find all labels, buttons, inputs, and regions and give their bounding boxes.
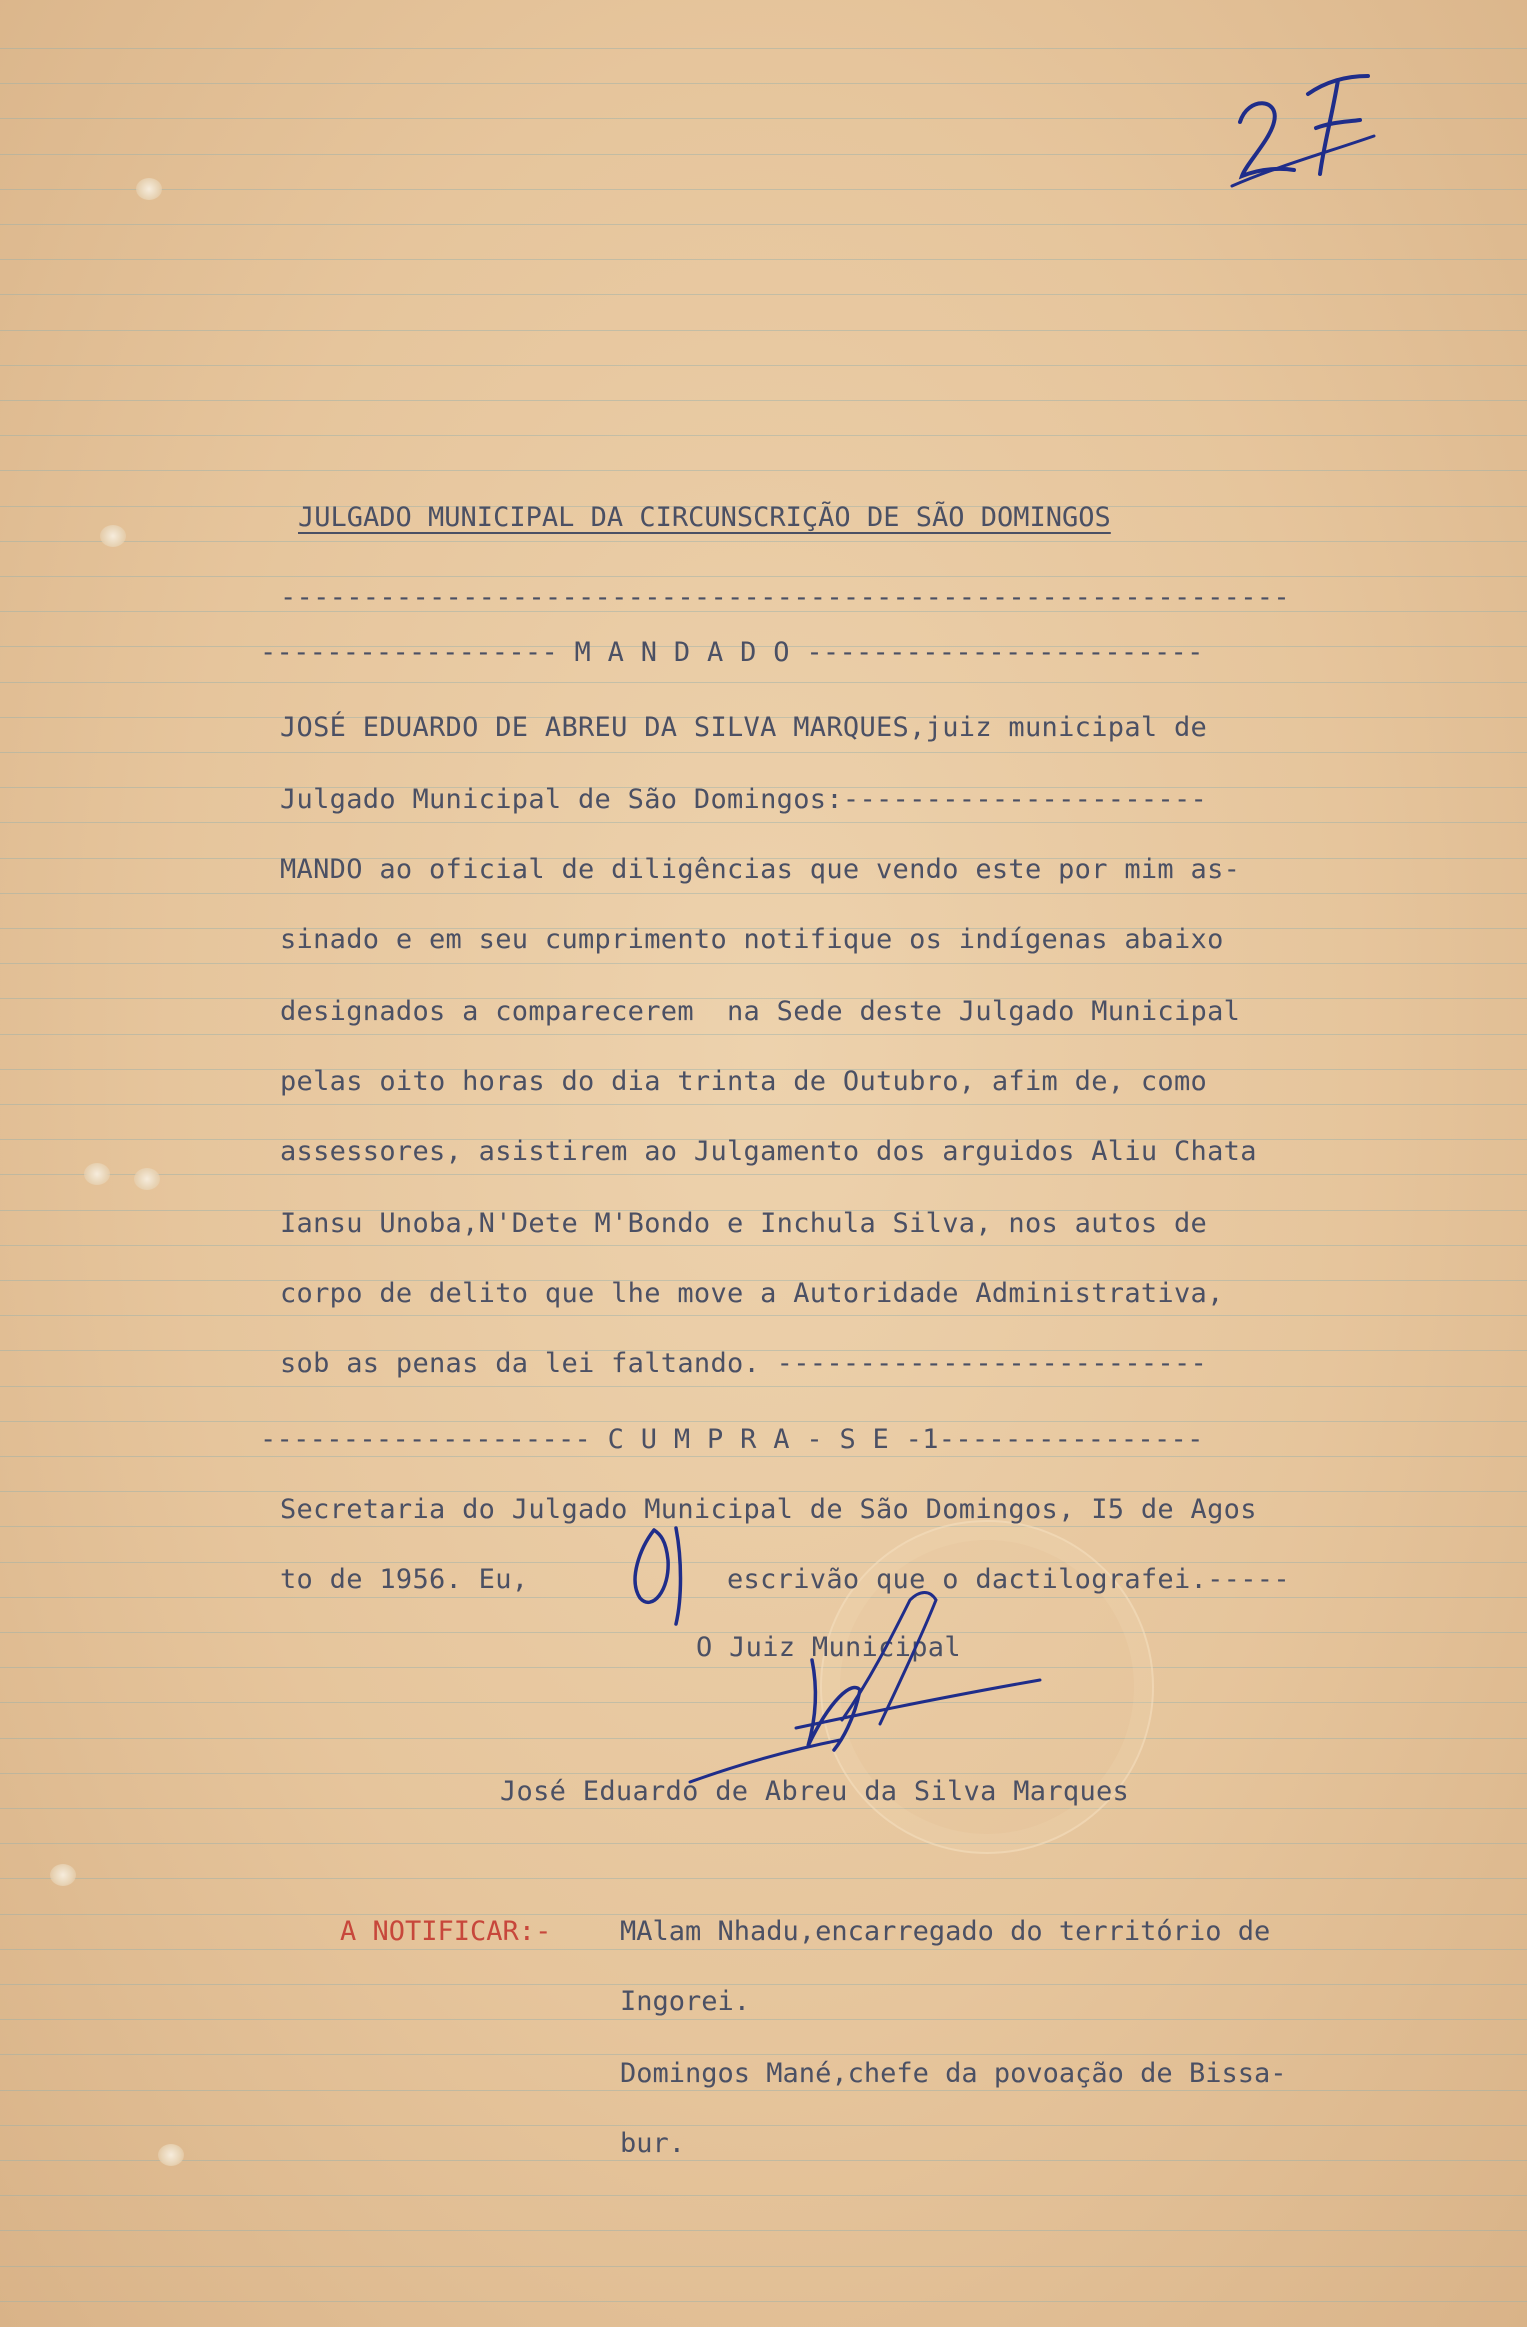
ruled-line [0, 893, 1527, 894]
body-line: JOSÉ EDUARDO DE ABREU DA SILVA MARQUES,juiz municipal de [280, 712, 1208, 743]
ruled-line [0, 822, 1527, 823]
punch-hole [136, 178, 162, 200]
ruled-line [0, 1914, 1527, 1915]
ruled-line [0, 2230, 1527, 2231]
separator-line: ------------------------------------------------------------- [280, 582, 1290, 613]
ruled-line [0, 1386, 1527, 1387]
court-heading: JULGADO MUNICIPAL DA CIRCUNSCRIÇÃO DE SÃO DOMINGOS [298, 502, 1111, 533]
body-line: Julgado Municipal de São Domingos:---------------------- [280, 784, 1208, 815]
ruled-line [0, 1562, 1527, 1563]
ruled-line [0, 2125, 1527, 2126]
ruled-line [0, 1104, 1527, 1105]
notify-line: Domingos Mané,chefe da povoação de Bissa- [620, 2058, 1287, 2089]
ruled-line [0, 541, 1527, 542]
ruled-line [0, 1878, 1527, 1879]
ruled-line [0, 682, 1527, 683]
ruled-line [0, 1491, 1527, 1492]
mandado-title: ------------------ M A N D A D O ------------------------ [260, 637, 1204, 668]
ruled-line [0, 1456, 1527, 1457]
body-line: MANDO ao oficial de diligências que vendo este por mim as- [280, 854, 1241, 885]
notify-line: MAlam Nhadu,encarregado do território de [620, 1916, 1271, 1947]
ruled-line [0, 1034, 1527, 1035]
ruled-line [0, 1174, 1527, 1175]
ruled-line [0, 2160, 1527, 2161]
ruled-line [0, 2266, 1527, 2267]
signature-title: O Juiz Municipal [696, 1632, 961, 1663]
ruled-line [0, 1245, 1527, 1246]
ruled-line [0, 2054, 1527, 2055]
ruled-line [0, 576, 1527, 577]
ruled-line [0, 2090, 1527, 2091]
ruled-line [0, 330, 1527, 331]
ruled-line [0, 365, 1527, 366]
ruled-line [0, 1597, 1527, 1598]
ruled-line [0, 963, 1527, 964]
ruled-line [0, 400, 1527, 401]
ruled-line [0, 224, 1527, 225]
notify-line: Ingorei. [620, 1986, 751, 2017]
ruled-line [0, 2195, 1527, 2196]
body-line: sinado e em seu cumprimento notifique os indígenas abaixo [280, 924, 1224, 955]
ruled-line [0, 470, 1527, 471]
body-line: sob as penas da lei faltando. -------------------------- [280, 1348, 1208, 1379]
body-line: pelas oito horas do dia trinta de Outubro, afim de, como [280, 1066, 1208, 1097]
ruled-line [0, 1773, 1527, 1774]
ruled-line [0, 752, 1527, 753]
body-line: designados a comparecerem na Sede deste Julgado Municipal [280, 996, 1241, 1027]
ruled-line [0, 2019, 1527, 2020]
body-line: corpo de delito que lhe move a Autoridade Administrativa, [280, 1278, 1224, 1309]
notify-line: bur. [620, 2128, 686, 2159]
handwritten-page-number [1228, 36, 1378, 196]
punch-hole [100, 525, 126, 547]
punch-hole [158, 2144, 184, 2166]
ruled-line [0, 435, 1527, 436]
closing-line: Secretaria do Julgado Municipal de São Domingos, I5 de Agos [280, 1494, 1257, 1525]
notify-label: A NOTIFICAR:- [340, 1916, 552, 1947]
ruled-line [0, 294, 1527, 295]
ruled-line [0, 1667, 1527, 1668]
punch-hole [84, 1163, 110, 1185]
ruled-line [0, 1808, 1527, 1809]
cumpra-se-line: -------------------- C U M P R A - S E -1---------------- [260, 1424, 1204, 1455]
body-line: assessores, asistirem ao Julgamento dos arguidos Aliu Chata [280, 1136, 1257, 1167]
ruled-line [0, 1702, 1527, 1703]
ruled-line [0, 1843, 1527, 1844]
ruled-line [0, 1315, 1527, 1316]
ruled-line [0, 1738, 1527, 1739]
punch-hole [50, 1864, 76, 1886]
closing-line: to de 1956. Eu, escrivão que o dactilografei.----- [280, 1564, 1290, 1595]
judge-name: José Eduardo de Abreu da Silva Marques [500, 1776, 1130, 1807]
ruled-line [0, 1949, 1527, 1950]
ruled-line [0, 1421, 1527, 1422]
ruled-line [0, 2301, 1527, 2302]
punch-hole [134, 1168, 160, 1190]
ruled-line [0, 1984, 1527, 1985]
body-line: Iansu Unoba,N'Dete M'Bondo e Inchula Silva, nos autos de [280, 1208, 1208, 1239]
ruled-line [0, 1526, 1527, 1527]
ruled-line [0, 259, 1527, 260]
